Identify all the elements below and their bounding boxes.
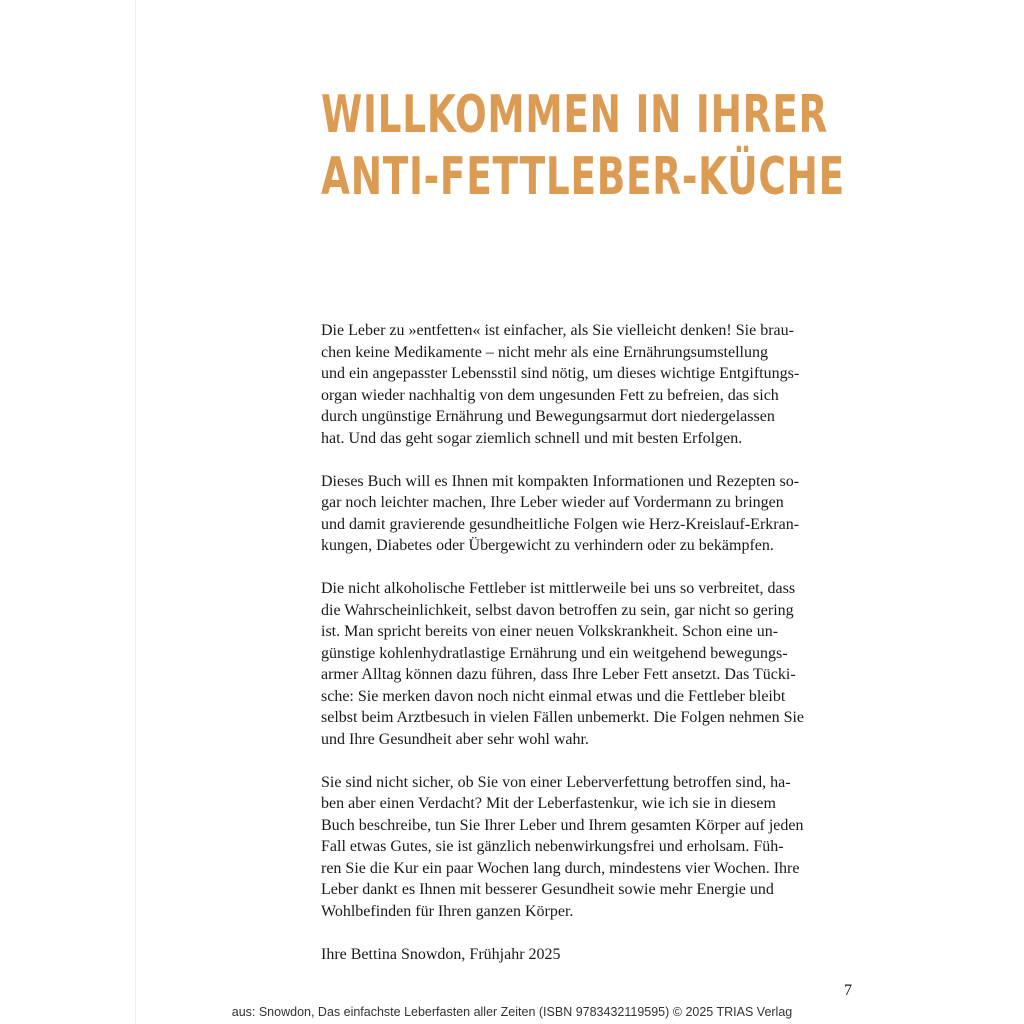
text-line: und Ihre Gesundheit aber sehr wohl wahr. (321, 730, 589, 748)
text-line: Die Leber zu »entfetten« ist einfacher, als Sie vielleicht denken! Sie brau- (321, 322, 794, 339)
text-line: günstige kohlenhydratlastige Ernährung und ein weitgehend bewegungs- (321, 644, 788, 662)
paragraph-fatty-liver (321, 578, 841, 750)
page-gutter-line (135, 0, 136, 1024)
text-line: sche: Sie merken davon noch nicht einmal etwas und die Fettleber bleibt (321, 687, 786, 705)
text-line: armer Alltag können dazu führen, dass Ihre Leber Fett ansetzt. Das Tücki- (321, 666, 796, 683)
text-line: organ wieder nachhaltig von dem ungesunden Fett zu befreien, das sich (321, 386, 779, 404)
paragraph-cure (321, 772, 841, 923)
copyright-footer: aus: Snowdon, Das einfachste Leberfasten aller Zeiten (ISBN 9783432119595) © 2025 TRIAS Verlag (231, 1005, 793, 1019)
text-line: und ein angepasster Lebensstil sind nötig, um dieses wichtige Entgiftungs- (321, 365, 800, 382)
chapter-title (321, 84, 845, 208)
text-line: gar noch leichter machen, Ihre Leber wieder auf Vordermann zu bringen (321, 494, 784, 511)
text-line: Buch beschreibe, tun Sie Ihrer Leber und Ihrem gesamten Körper auf jeden (321, 816, 804, 834)
page-number: 7 (844, 982, 852, 999)
text-line: Sie sind nicht sicher, ob Sie von einer Leberverfettung betroffen sind, ha- (321, 773, 791, 791)
text-line: die Wahrscheinlichkeit, selbst davon betroffen zu sein, gar nicht so gering (321, 601, 794, 619)
text-line: Die nicht alkoholische Fettleber ist mittlerweile bei uns so verbreitet, dass (321, 580, 796, 597)
text-line: Dieses Buch will es Ihnen mit kompakten Informationen und Rezepten so- (321, 472, 800, 490)
text-line: kungen, Diabetes oder Übergewicht zu verhindern oder zu bekämpfen. (321, 537, 774, 554)
chapter-title-line-1: WILLKOMMEN IN IHRER (321, 85, 829, 145)
signature-line: Ihre Bettina Snowdon, Frühjahr 2025 (321, 945, 561, 963)
text-line: und damit gravierende gesundheitliche Folgen wie Herz-Kreislauf-Erkran- (321, 515, 800, 533)
text-line: chen keine Medikamente – nicht mehr als eine Ernährungsumstellung (321, 343, 768, 361)
paragraph-book-purpose (321, 471, 841, 557)
text-line: selbst beim Arztbesuch in vielen Fällen unbemerkt. Die Folgen nehmen Sie (321, 709, 805, 726)
text-line: ren Sie die Kur ein paar Wochen lang durch, mindestens vier Wochen. Ihre (321, 859, 800, 877)
body-text (321, 320, 841, 987)
chapter-title-line-2: ANTI-FETTLEBER-KÜCHE (321, 147, 845, 207)
text-line: Fall etwas Gutes, sie ist gänzlich nebenwirkungsfrei und erholsam. Füh- (321, 838, 784, 855)
text-line: durch ungünstige Ernährung und Bewegungsarmut dort niedergelassen (321, 408, 775, 425)
text-line: ist. Man spricht bereits von einer neuen Volkskrankheit. Schon eine un- (321, 623, 779, 640)
text-line: ben aber einen Verdacht? Mit der Leberfastenkur, wie ich sie in diesem (321, 795, 776, 812)
text-line: Wohlbefinden für Ihren ganzen Körper. (321, 902, 574, 920)
paragraph-intro (321, 320, 841, 449)
text-line: Leber dankt es Ihnen mit besserer Gesundheit sowie mehr Energie und (321, 881, 774, 898)
text-line: hat. Und das geht sogar ziemlich schnell und mit besten Erfolgen. (321, 429, 743, 447)
paragraph-signature (321, 944, 841, 966)
